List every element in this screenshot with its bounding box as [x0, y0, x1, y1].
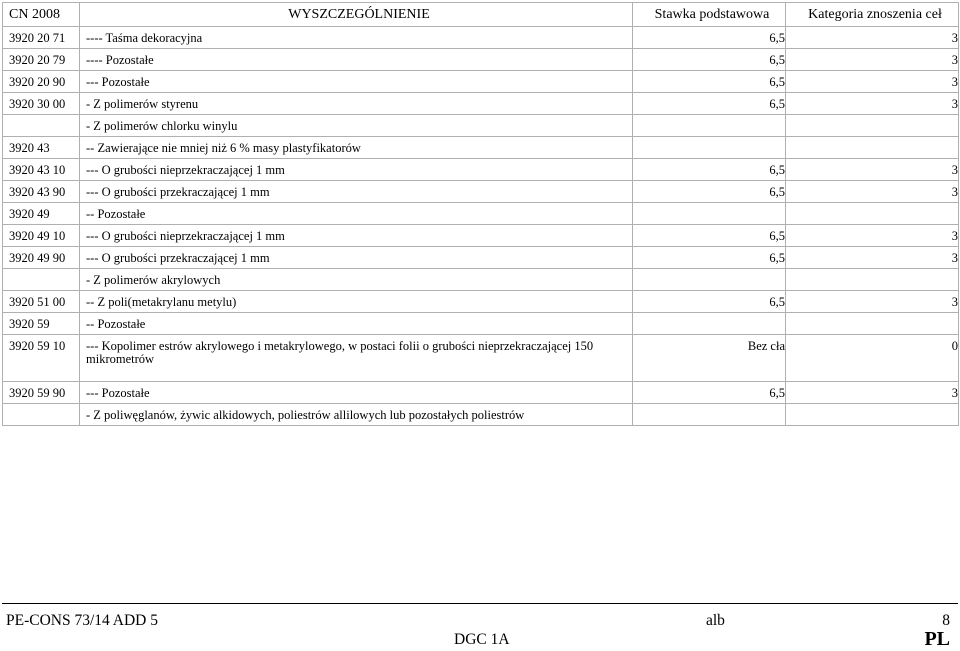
cell-rate	[633, 313, 786, 335]
cell-category	[786, 115, 959, 137]
cell-cn: 3920 20 90	[3, 71, 80, 93]
cell-description: - Z poliwęglanów, żywic alkidowych, poliestrów allilowych lub pozostałych poliestrów	[80, 404, 633, 426]
table-header-row	[3, 3, 959, 27]
cell-description: -- Zawierające nie mniej niż 6 % masy plastyfikatorów	[80, 137, 633, 159]
cell-category	[786, 404, 959, 426]
cell-category: 0	[786, 335, 959, 382]
cell-rate	[633, 137, 786, 159]
table-row	[3, 404, 959, 426]
tariff-table	[2, 2, 959, 426]
cell-description: --- O grubości przekraczającej 1 mm	[80, 247, 633, 269]
cell-description: ---- Pozostałe	[80, 49, 633, 71]
header-description: WYSZCZEGÓLNIENIE	[80, 3, 633, 27]
cell-description: --- Pozostałe	[80, 71, 633, 93]
header-cn: CN 2008	[3, 3, 80, 27]
table-row	[3, 137, 959, 159]
cell-cn: 3920 59 90	[3, 382, 80, 404]
cell-cn: 3920 30 00	[3, 93, 80, 115]
document-reference: PE-CONS 73/14 ADD 5	[6, 612, 159, 629]
cell-rate	[633, 203, 786, 225]
cell-cn	[3, 115, 80, 137]
table-row	[3, 181, 959, 203]
language-code: PL	[924, 628, 950, 650]
table-row	[3, 49, 959, 71]
page-footer	[6, 606, 952, 650]
page-number: 8	[942, 612, 950, 629]
cell-cn: 3920 20 71	[3, 27, 80, 49]
cell-cn: 3920 51 00	[3, 291, 80, 313]
cell-description: -- Pozostałe	[80, 313, 633, 335]
cell-cn: 3920 43 10	[3, 159, 80, 181]
table-row	[3, 27, 959, 49]
cell-description: -- Z poli(metakrylanu metylu)	[80, 291, 633, 313]
table-row	[3, 225, 959, 247]
cell-description: --- O grubości przekraczającej 1 mm	[80, 181, 633, 203]
cell-category: 3	[786, 93, 959, 115]
cell-rate	[633, 269, 786, 291]
cell-description: - Z polimerów chlorku winylu	[80, 115, 633, 137]
table-row	[3, 115, 959, 137]
author-initials: alb	[706, 612, 725, 629]
table-row	[3, 247, 959, 269]
cell-category: 3	[786, 27, 959, 49]
cell-cn: 3920 49 90	[3, 247, 80, 269]
cell-description: -- Pozostałe	[80, 203, 633, 225]
cell-rate: 6,5	[633, 225, 786, 247]
cell-rate	[633, 115, 786, 137]
header-category: Kategoria znoszenia ceł	[786, 3, 959, 27]
cell-rate: 6,5	[633, 382, 786, 404]
cell-category: 3	[786, 71, 959, 93]
cell-category: 3	[786, 159, 959, 181]
cell-cn: 3920 49	[3, 203, 80, 225]
cell-rate: 6,5	[633, 71, 786, 93]
cell-rate	[633, 404, 786, 426]
cell-description: --- Pozostałe	[80, 382, 633, 404]
cell-cn: 3920 59 10	[3, 335, 80, 382]
cell-rate: 6,5	[633, 159, 786, 181]
table-row	[3, 159, 959, 181]
cell-category: 3	[786, 247, 959, 269]
cell-rate: 6,5	[633, 49, 786, 71]
cell-category: 3	[786, 225, 959, 247]
table-row	[3, 335, 959, 382]
cell-cn: 3920 43	[3, 137, 80, 159]
cell-cn: 3920 20 79	[3, 49, 80, 71]
department-code: DGC 1A	[454, 631, 510, 648]
table-row	[3, 203, 959, 225]
header-rate: Stawka podstawowa	[633, 3, 786, 27]
cell-description: - Z polimerów styrenu	[80, 93, 633, 115]
cell-cn	[3, 269, 80, 291]
table-row	[3, 382, 959, 404]
footer-divider	[2, 603, 958, 604]
cell-category: 3	[786, 291, 959, 313]
cell-cn: 3920 43 90	[3, 181, 80, 203]
cell-description: --- O grubości nieprzekraczającej 1 mm	[80, 159, 633, 181]
cell-rate: 6,5	[633, 247, 786, 269]
cell-description: --- Kopolimer estrów akrylowego i metakrylowego, w postaci folii o grubości nieprzekraczającej 150 mikrometrów	[80, 335, 633, 382]
cell-category: 3	[786, 181, 959, 203]
cell-cn	[3, 404, 80, 426]
cell-rate: 6,5	[633, 291, 786, 313]
cell-category	[786, 313, 959, 335]
cell-category	[786, 203, 959, 225]
table-row	[3, 93, 959, 115]
cell-description: --- O grubości nieprzekraczającej 1 mm	[80, 225, 633, 247]
cell-category	[786, 137, 959, 159]
cell-description: - Z polimerów akrylowych	[80, 269, 633, 291]
cell-description: ---- Taśma dekoracyjna	[80, 27, 633, 49]
table-row	[3, 71, 959, 93]
cell-category: 3	[786, 382, 959, 404]
cell-cn: 3920 59	[3, 313, 80, 335]
cell-rate: 6,5	[633, 27, 786, 49]
cell-category: 3	[786, 49, 959, 71]
table-row	[3, 291, 959, 313]
cell-category	[786, 269, 959, 291]
table-row	[3, 269, 959, 291]
table-row	[3, 313, 959, 335]
cell-rate: 6,5	[633, 181, 786, 203]
cell-rate: Bez cła	[633, 335, 786, 382]
cell-rate: 6,5	[633, 93, 786, 115]
cell-cn: 3920 49 10	[3, 225, 80, 247]
